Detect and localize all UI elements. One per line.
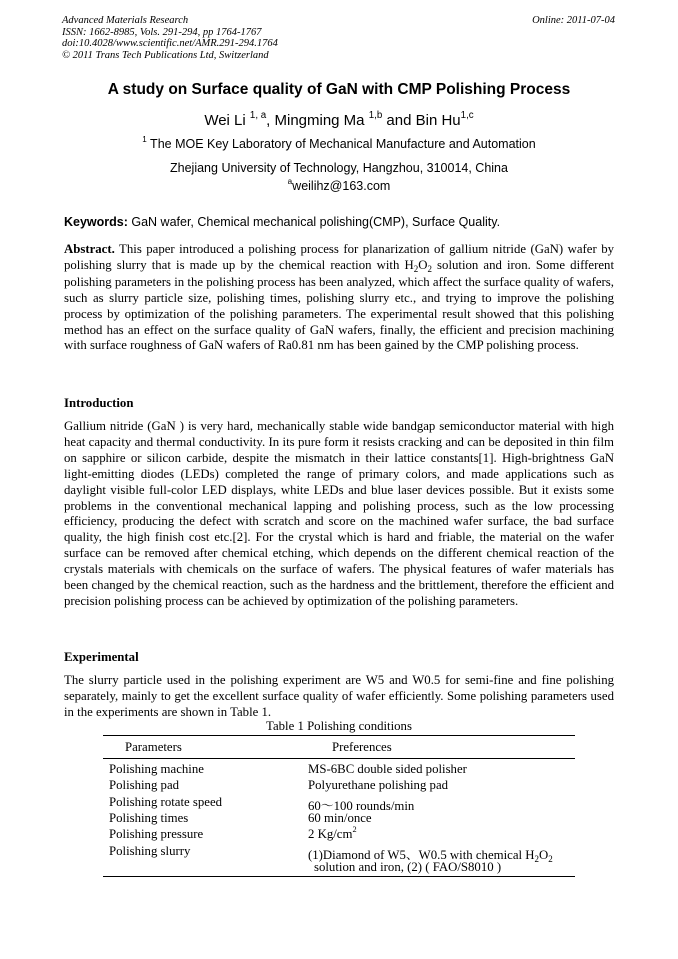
journal-name: Advanced Materials Research: [62, 15, 189, 26]
paper-title: A study on Surface quality of GaN with CMP Polishing Process: [107, 81, 571, 98]
table-top-rule: [103, 735, 575, 736]
table-row: Polishing rotate speed 60～100 rounds/min: [109, 795, 415, 813]
keywords-text: GaN wafer, Chemical mechanical polishing(CMP), Surface Quality.: [127, 215, 501, 229]
affiliation-line-2: Zhejiang University of Technology, Hangzhou, 310014, China: [170, 161, 508, 175]
table-header-rule: [103, 758, 575, 759]
table-header-preferences: Preferences: [332, 740, 392, 754]
table-header-parameters: Parameters: [125, 740, 182, 754]
affiliation-line-1: $^1$ The MOE Key Laboratory of Mechanical Manufacture and Automation: [142, 135, 536, 151]
table-row: Polishing slurry (1)Diamond of W5、W0.5 with chemical $H_2O_2$: [109, 844, 553, 864]
online-date: Online: 2011-07-04: [532, 15, 615, 26]
author-line: Wei Li $^{1, a}$, Mingming Ma $^{1,b}$ and Bin Hu$^{1,c}$: [204, 110, 474, 129]
introduction-paragraph: Gallium nitride (GaN ) is very hard, mechanically stable wide bandgap semiconductor material with high heat capacity and thermal conductivity. In its pure form it resists cracking and can be deposited in thin film on sapphire or silicon carbide, despite the mismatch in their lattice constants[1]. High-brightness GaN light-emitting diodes (LEDs) completed the range of primary colors, and made applications such as daylight visible full-color LED displays, white LEDs and blue laser devices possible. But it exists some problems in the conventional mechanical lapping and polishing process, such as the low processing efficiency, producing the defect with scratch and score on the machined wafer surface, the bad surface quality, the high finish cost etc.[2]. For the crystal which is hard and friable, the material on the wafer surface can be removed after chemical etching, which depends on the different chemical reaction of the crystals materials with chemicals on the surface of wafers. The physical features of wafer materials has been changed by the chemical reaction, such as the hardness and the brittlement, therefore the efficient and precision polishing process can be achieved by optimization of the polishing parameters.: [64, 419, 614, 608]
table-row: Polishing machine MS-6BC double sided polisher: [109, 762, 467, 776]
doi-line: doi:10.4028/www.scientific.net/AMR.291-294.1764: [62, 38, 278, 50]
table-row: Polishing pad Polyurethane polishing pad: [109, 778, 449, 792]
copyright-line: © 2011 Trans Tech Publications Ltd, Switzerland: [62, 49, 269, 61]
table-bottom-rule: [103, 876, 575, 877]
abstract-label: Abstract.: [64, 242, 115, 256]
table-row: Polishing pressure 2 $Kg/cm^2$: [109, 825, 357, 841]
table-row-continuation: solution and iron, (2) ( FAO/S8010 ): [314, 860, 502, 874]
journal-header: [62, 15, 615, 61]
experimental-paragraph: The slurry particle used in the polishing experiment are W5 and W0.5 for semi-fine and fine polishing separately, mainly to get the excellent surface quality of wafer efficiently. Some polishing parameters used in the experiments are shown in Table 1.: [64, 673, 614, 719]
section-heading-experimental: Experimental: [64, 650, 139, 664]
abstract-paragraph: Abstract. This paper introduced a polishing process for planarization of gallium nitride (GaN) wafer by polishing slurry that is made up by the chemical reaction with $H_2O_2$ solution and iron. Some different polishing parameters in the polishing process has been analyzed, which affect the surface quality of wafers, such as slurry particle size, polishing times, polishing slurry etc., and trying to improve the polishing process by optimization of the polishing parameters. The experimental result showed that this polishing method has an effect on the surface quality of GaN wafers, finally, the efficient and precision machining with surface roughness of GaN wafers of Ra0.81 nm has been gained by the CMP polishing process.: [64, 242, 614, 353]
table-row: Polishing times 60 min/once: [109, 811, 372, 825]
issn-line: ISSN: 1662-8985, Vols. 291-294, pp 1764-1767: [62, 26, 262, 38]
author-1: Wei Li: [204, 112, 250, 129]
section-heading-introduction: Introduction: [64, 396, 134, 410]
table-caption: Table 1 Polishing conditions: [266, 719, 412, 733]
keywords-label: Keywords:: [64, 215, 128, 229]
keywords: [64, 215, 500, 229]
author-email: $^a$weilihz@163.com: [287, 177, 391, 193]
